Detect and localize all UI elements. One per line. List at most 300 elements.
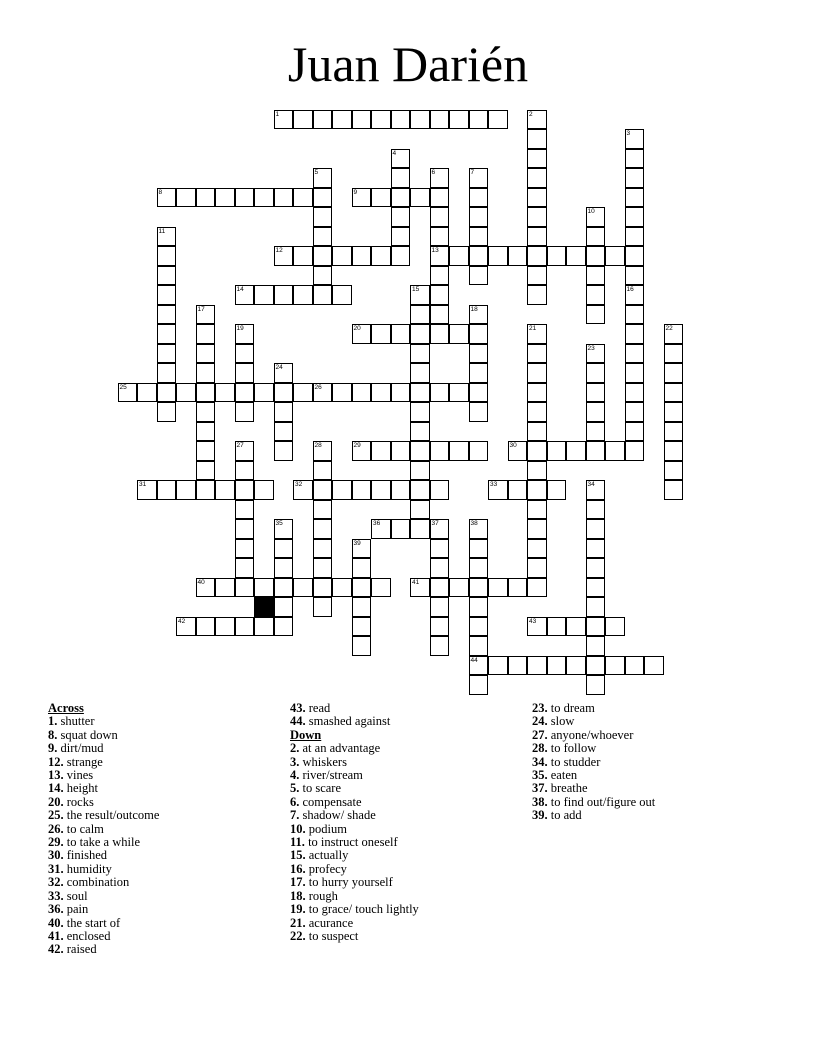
grid-cell[interactable] [410,305,430,325]
grid-cell[interactable] [547,246,567,266]
grid-cell[interactable] [527,519,547,539]
grid-cell[interactable] [508,578,528,598]
grid-cell[interactable] [215,617,235,637]
grid-cell[interactable] [625,305,645,325]
grid-cell[interactable] [332,110,352,130]
grid-cell[interactable] [235,480,255,500]
grid-cell[interactable] [176,188,196,208]
grid-cell[interactable] [313,578,333,598]
grid-cell[interactable] [157,285,177,305]
grid-cell[interactable] [332,578,352,598]
grid-cell[interactable] [508,656,528,676]
grid-cell[interactable] [527,617,547,637]
grid-cell[interactable] [391,480,411,500]
grid-cell[interactable] [469,519,489,539]
grid-cell[interactable] [293,110,313,130]
grid-cell[interactable] [625,188,645,208]
grid-cell[interactable] [157,305,177,325]
grid-cell[interactable] [254,617,274,637]
grid-cell[interactable] [352,383,372,403]
grid-cell[interactable] [274,110,294,130]
grid-cell[interactable] [469,383,489,403]
grid-cell[interactable] [352,110,372,130]
grid-cell[interactable] [254,285,274,305]
grid-cell[interactable] [313,188,333,208]
grid-cell[interactable] [215,188,235,208]
grid-cell[interactable] [605,656,625,676]
grid-cell[interactable] [664,441,684,461]
grid-cell[interactable] [527,656,547,676]
grid-cell[interactable] [293,578,313,598]
grid-cell[interactable] [586,285,606,305]
grid-cell[interactable] [235,539,255,559]
grid-cell[interactable] [352,324,372,344]
grid-cell[interactable] [664,480,684,500]
grid-cell[interactable] [586,480,606,500]
grid-cell[interactable] [488,578,508,598]
grid-cell[interactable] [332,383,352,403]
grid-cell[interactable] [235,578,255,598]
grid-cell[interactable] [430,597,450,617]
grid-cell[interactable] [235,383,255,403]
grid-cell[interactable] [274,402,294,422]
grid-cell[interactable] [391,246,411,266]
grid-cell[interactable] [664,402,684,422]
grid-cell[interactable] [196,480,216,500]
grid-cell[interactable] [352,188,372,208]
grid-cell[interactable] [235,519,255,539]
grid-cell[interactable] [449,246,469,266]
grid-cell[interactable] [527,422,547,442]
grid-cell[interactable] [196,188,216,208]
grid-cell[interactable] [176,383,196,403]
grid-cell[interactable] [410,500,430,520]
grid-cell[interactable] [430,207,450,227]
grid-cell[interactable] [605,617,625,637]
grid-cell[interactable] [157,188,177,208]
grid-cell[interactable] [332,285,352,305]
grid-cell[interactable] [527,480,547,500]
grid-cell[interactable] [547,617,567,637]
grid-cell[interactable] [469,578,489,598]
grid-cell[interactable] [586,207,606,227]
grid-cell[interactable] [508,480,528,500]
grid-cell[interactable] [547,441,567,461]
grid-cell[interactable] [352,246,372,266]
grid-cell[interactable] [196,324,216,344]
grid-cell[interactable] [313,500,333,520]
grid-cell[interactable] [274,188,294,208]
grid-cell[interactable] [371,246,391,266]
grid-cell[interactable] [352,636,372,656]
grid-cell[interactable] [313,461,333,481]
grid-cell[interactable] [410,461,430,481]
grid-cell[interactable] [196,422,216,442]
grid-cell[interactable] [430,285,450,305]
grid-cell[interactable] [313,285,333,305]
grid-cell[interactable] [527,402,547,422]
grid-cell[interactable] [527,246,547,266]
grid-cell[interactable] [215,383,235,403]
grid-cell[interactable] [391,188,411,208]
grid-cell[interactable] [586,500,606,520]
grid-cell[interactable] [469,539,489,559]
grid-cell[interactable] [196,441,216,461]
grid-cell[interactable] [527,578,547,598]
grid-cell[interactable] [430,636,450,656]
grid-cell[interactable] [469,246,489,266]
grid-cell[interactable] [215,578,235,598]
grid-cell[interactable] [430,441,450,461]
grid-cell[interactable] [449,324,469,344]
grid-cell[interactable] [235,402,255,422]
grid-cell[interactable] [430,519,450,539]
grid-cell[interactable] [235,461,255,481]
grid-cell[interactable] [449,578,469,598]
grid-cell[interactable] [469,656,489,676]
grid-cell[interactable] [527,266,547,286]
grid-cell[interactable] [625,149,645,169]
grid-cell[interactable] [410,519,430,539]
grid-cell[interactable] [274,617,294,637]
grid-cell[interactable] [254,383,274,403]
grid-cell[interactable] [586,597,606,617]
grid-cell[interactable] [527,188,547,208]
grid-cell[interactable] [586,578,606,598]
grid-cell[interactable] [527,324,547,344]
grid-cell[interactable] [410,363,430,383]
grid-cell[interactable] [274,363,294,383]
grid-cell[interactable] [430,305,450,325]
grid-cell[interactable] [352,480,372,500]
grid-cell[interactable] [293,246,313,266]
grid-cell[interactable] [586,617,606,637]
grid-cell[interactable] [625,363,645,383]
grid-cell[interactable] [391,168,411,188]
grid-cell[interactable] [196,383,216,403]
grid-cell[interactable] [625,285,645,305]
grid-cell[interactable] [664,363,684,383]
grid-cell[interactable] [449,110,469,130]
grid-cell[interactable] [664,422,684,442]
grid-cell[interactable] [137,480,157,500]
grid-cell[interactable] [625,227,645,247]
grid-cell[interactable] [469,441,489,461]
grid-cell[interactable] [527,344,547,364]
grid-cell[interactable] [547,656,567,676]
grid-cell[interactable] [469,110,489,130]
grid-cell[interactable] [527,383,547,403]
grid-cell[interactable] [527,285,547,305]
grid-cell[interactable] [293,480,313,500]
grid-cell[interactable] [625,344,645,364]
grid-cell[interactable] [547,480,567,500]
grid-cell[interactable] [644,656,664,676]
grid-cell[interactable] [235,441,255,461]
grid-cell[interactable] [586,402,606,422]
grid-cell[interactable] [235,558,255,578]
grid-cell[interactable] [313,266,333,286]
grid-cell[interactable] [586,422,606,442]
grid-cell[interactable] [313,168,333,188]
grid-cell[interactable] [430,383,450,403]
grid-cell[interactable] [664,344,684,364]
grid-cell[interactable] [313,558,333,578]
grid-cell[interactable] [469,266,489,286]
grid-cell[interactable] [469,675,489,695]
grid-cell[interactable] [410,480,430,500]
grid-cell[interactable] [371,110,391,130]
grid-cell[interactable] [586,441,606,461]
grid-cell[interactable] [488,110,508,130]
grid-cell[interactable] [196,305,216,325]
grid-cell[interactable] [293,383,313,403]
grid-cell[interactable] [586,636,606,656]
grid-cell[interactable] [586,246,606,266]
grid-cell[interactable] [313,246,333,266]
grid-cell[interactable] [235,344,255,364]
grid-cell[interactable] [157,480,177,500]
grid-cell[interactable] [410,383,430,403]
grid-cell[interactable] [586,363,606,383]
grid-cell[interactable] [371,188,391,208]
grid-cell[interactable] [586,344,606,364]
grid-cell[interactable] [410,188,430,208]
grid-cell[interactable] [508,441,528,461]
grid-cell[interactable] [625,129,645,149]
grid-cell[interactable] [664,461,684,481]
grid-cell[interactable] [469,305,489,325]
grid-cell[interactable] [586,558,606,578]
grid-cell[interactable] [488,480,508,500]
grid-cell[interactable] [625,324,645,344]
grid-cell[interactable] [313,207,333,227]
grid-cell[interactable] [391,324,411,344]
grid-cell[interactable] [313,227,333,247]
grid-cell[interactable] [371,441,391,461]
grid-cell[interactable] [274,422,294,442]
grid-cell[interactable] [196,578,216,598]
grid-cell[interactable] [313,539,333,559]
grid-cell[interactable] [625,383,645,403]
grid-cell[interactable] [137,383,157,403]
grid-cell[interactable] [254,188,274,208]
grid-cell[interactable] [410,578,430,598]
grid-cell[interactable] [313,383,333,403]
grid-cell[interactable] [274,441,294,461]
grid-cell[interactable] [605,246,625,266]
grid-cell[interactable] [430,558,450,578]
grid-cell[interactable] [664,324,684,344]
grid-cell[interactable] [235,324,255,344]
grid-cell[interactable] [274,539,294,559]
grid-cell[interactable] [157,344,177,364]
grid-cell[interactable] [430,324,450,344]
grid-cell[interactable] [586,656,606,676]
grid-cell[interactable] [527,149,547,169]
grid-cell[interactable] [157,383,177,403]
grid-cell[interactable] [449,383,469,403]
grid-cell[interactable] [430,617,450,637]
grid-cell[interactable] [176,480,196,500]
grid-cell[interactable] [527,363,547,383]
grid-cell[interactable] [430,188,450,208]
grid-cell[interactable] [410,422,430,442]
grid-cell[interactable] [254,578,274,598]
grid-cell[interactable] [469,558,489,578]
grid-cell[interactable] [410,441,430,461]
grid-cell[interactable] [469,363,489,383]
grid-cell[interactable] [313,110,333,130]
grid-cell[interactable] [254,480,274,500]
grid-cell[interactable] [566,656,586,676]
grid-cell[interactable] [566,246,586,266]
grid-cell[interactable] [625,656,645,676]
grid-cell[interactable] [527,461,547,481]
grid-cell[interactable] [274,558,294,578]
grid-cell[interactable] [430,539,450,559]
grid-cell[interactable] [430,480,450,500]
grid-cell[interactable] [527,500,547,520]
grid-cell[interactable] [313,441,333,461]
grid-cell[interactable] [527,207,547,227]
grid-cell[interactable] [527,558,547,578]
grid-cell[interactable] [449,441,469,461]
grid-cell[interactable] [332,480,352,500]
grid-cell[interactable] [430,246,450,266]
grid-cell[interactable] [527,227,547,247]
grid-cell[interactable] [430,110,450,130]
grid-cell[interactable] [293,285,313,305]
grid-cell[interactable] [352,597,372,617]
grid-cell[interactable] [352,441,372,461]
grid-cell[interactable] [566,617,586,637]
grid-cell[interactable] [625,402,645,422]
grid-cell[interactable] [469,207,489,227]
grid-cell[interactable] [527,168,547,188]
grid-cell[interactable] [196,363,216,383]
grid-cell[interactable] [625,207,645,227]
grid-cell[interactable] [274,383,294,403]
grid-cell[interactable] [157,324,177,344]
grid-cell[interactable] [625,246,645,266]
grid-cell[interactable] [410,324,430,344]
grid-cell[interactable] [157,402,177,422]
grid-cell[interactable] [410,110,430,130]
grid-cell[interactable] [527,129,547,149]
grid-cell[interactable] [469,636,489,656]
grid-cell[interactable] [274,578,294,598]
grid-cell[interactable] [566,441,586,461]
grid-cell[interactable] [586,305,606,325]
grid-cell[interactable] [469,617,489,637]
grid-cell[interactable] [371,324,391,344]
grid-cell[interactable] [430,168,450,188]
grid-cell[interactable] [488,656,508,676]
grid-cell[interactable] [352,539,372,559]
grid-cell[interactable] [313,519,333,539]
grid-cell[interactable] [430,266,450,286]
grid-cell[interactable] [488,246,508,266]
grid-cell[interactable] [469,344,489,364]
grid-cell[interactable] [625,168,645,188]
grid-cell[interactable] [391,110,411,130]
grid-cell[interactable] [469,402,489,422]
grid-cell[interactable] [391,227,411,247]
grid-cell[interactable] [527,441,547,461]
grid-cell[interactable] [371,480,391,500]
grid-cell[interactable] [605,441,625,461]
grid-cell[interactable] [235,285,255,305]
grid-cell[interactable] [469,168,489,188]
grid-cell[interactable] [235,188,255,208]
grid-cell[interactable] [196,344,216,364]
grid-cell[interactable] [586,227,606,247]
grid-cell[interactable] [391,519,411,539]
grid-cell[interactable] [313,597,333,617]
grid-cell[interactable] [625,266,645,286]
grid-cell[interactable] [469,324,489,344]
grid-cell[interactable] [664,383,684,403]
grid-cell[interactable] [410,344,430,364]
grid-cell[interactable] [371,578,391,598]
grid-cell[interactable] [157,246,177,266]
grid-cell[interactable] [313,480,333,500]
grid-cell[interactable] [235,500,255,520]
grid-cell[interactable] [332,246,352,266]
grid-cell[interactable] [469,227,489,247]
grid-cell[interactable] [274,519,294,539]
grid-cell[interactable] [196,461,216,481]
grid-cell[interactable] [352,617,372,637]
grid-cell[interactable] [625,422,645,442]
grid-cell[interactable] [527,539,547,559]
grid-cell[interactable] [391,383,411,403]
grid-cell[interactable] [196,402,216,422]
grid-cell[interactable] [215,480,235,500]
grid-cell[interactable] [371,383,391,403]
grid-cell[interactable] [157,363,177,383]
grid-cell[interactable] [410,402,430,422]
grid-cell[interactable] [586,519,606,539]
grid-cell[interactable] [508,246,528,266]
grid-cell[interactable] [391,149,411,169]
grid-cell[interactable] [391,441,411,461]
grid-cell[interactable] [371,519,391,539]
grid-cell[interactable] [410,285,430,305]
grid-cell[interactable] [235,363,255,383]
grid-cell[interactable] [586,675,606,695]
grid-cell[interactable] [176,617,196,637]
grid-cell[interactable] [118,383,138,403]
grid-cell[interactable] [430,227,450,247]
grid-cell[interactable] [586,539,606,559]
grid-cell[interactable] [391,207,411,227]
grid-cell[interactable] [527,110,547,130]
grid-cell[interactable] [469,597,489,617]
grid-cell[interactable] [157,266,177,286]
grid-cell[interactable] [274,597,294,617]
grid-cell[interactable] [352,578,372,598]
grid-cell[interactable] [469,188,489,208]
grid-cell[interactable] [625,441,645,461]
grid-cell[interactable] [274,285,294,305]
grid-cell[interactable] [586,383,606,403]
grid-cell[interactable] [196,617,216,637]
grid-cell[interactable] [586,266,606,286]
grid-cell[interactable] [157,227,177,247]
grid-cell[interactable] [352,558,372,578]
